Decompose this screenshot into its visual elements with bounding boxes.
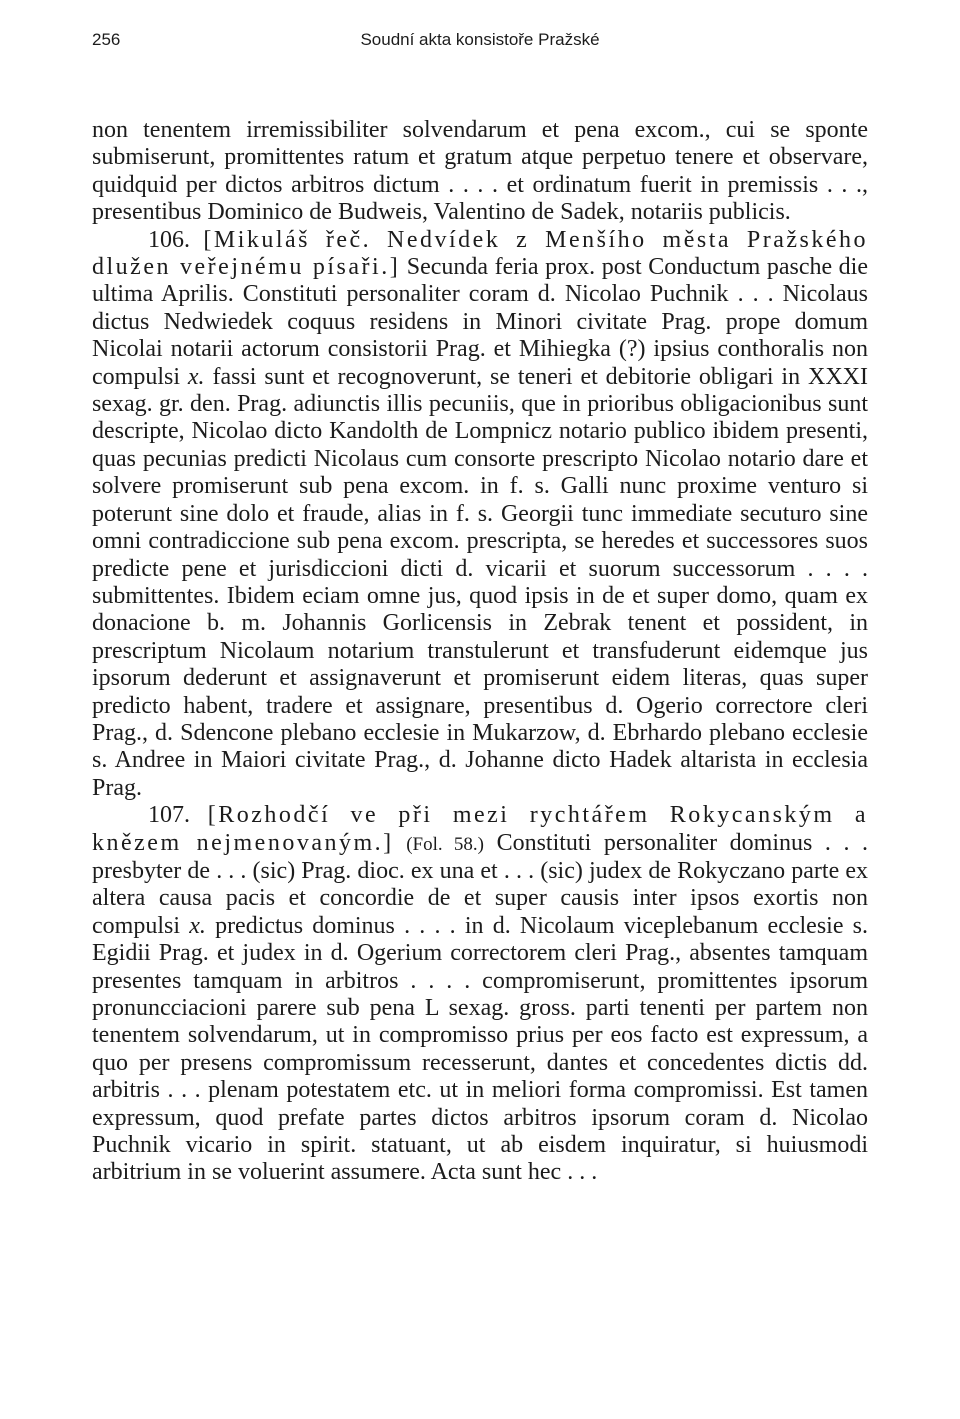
entry-heading: [Mikuláš řeč. Nedvídek z Menšího města Pražského dlužen veřejnému písaři.] — [92, 226, 869, 281]
document-page — [92, 28, 868, 1187]
entry-text-continued: fassi sunt et recognoverunt, se teneri et debitorie obligari in XXXI sexag. gr. den. Prag. adiunctis illis pecuniis, que in prioribus obligacionibus sunt descripte, Nicolao dicto Kandolth de Lompnicz notario publico ibidem presenti, quas pecunias predicti Nicolaus cum consorte prescripto Nicolao notario dare et solvere promiserunt sub pena excom. in f. s. Galli nunc proxime venturo si poterunt sine dolo et fraude, alias in f. s. Georgii tunc immediate secuturo sine omni contradiccione sub pena excom. prescripta, se heredes et successores suos predicte pene et jurisdiccioni dicti d. vicarii et suorum successorum . . . . submittentes. Ibidem eciam omne jus, quod ipsis in de et super domo, quam ex donacione b. m. Johannis Gorlicensis in Zebrak tenent et possident, in prescriptum Nicolaum notarium transtulerunt et transfuderunt eidemque jus ipsorum dederunt et assignaverunt et promiserunt eidem literas, quas super predicto habent, tradere et assignare, presentibus d. Ogerio correctore cleri Prag., d. Sdencone plebano ecclesie in Mukarzow, d. Ebrhardo plebano ecclesie s. Andree in Maiori civitate Prag., d. Johanne dicto Hadek altarista in ecclesia Prag. — [92, 363, 868, 801]
entry-text: Constituti personaliter dominus . . . presbyter de . . . (sic) Prag. dioc. ex una et . . . (sic) judex de Rokyczano parte ex altera causa pacis et concordie de et super causis inter ipsos exortis non compulsi — [92, 829, 869, 939]
entry-number: 107. — [148, 802, 190, 829]
folio-reference: (Fol. 58.) — [406, 833, 485, 855]
paragraph-text: non tenentem irremissibiliter solvendarum et pena excom., cui se sponte submiserunt, promittentes ratum et gratum atque perpetuo tenere et observare, quidquid per dictos arbitros dictum . . . . et ordinatum fuerit in premissis . . ., presentibus Dominico de Budweis, Valentino de Sadek, notariis publicis. — [92, 117, 868, 226]
document-body — [92, 117, 868, 1187]
entry-heading: [Rozhodčí ve při mezi rychtářem Rokycanským a knězem nejmenovaným.] — [92, 802, 868, 856]
entry-106 — [92, 227, 868, 803]
entry-number: 106. — [148, 226, 190, 253]
page-header — [92, 28, 868, 60]
entry-mark: x. — [187, 363, 205, 390]
entry-text-continued: predictus dominus . . . . in d. Nicolaum viceplebanum ecclesie s. Egidii Prag. et judex in d. Ogerium correctorem cleri Prag., absentes tamquam presentes tamquam in arbitros . . . . compromiserunt, promittentes ipsorum pronuncciacioni parere sub pena L sexag. gross. parti tenenti per partem non tenentem solvendarum, ut in compromisso prius per eos facto est expressum, a quo per presens compromissum recesserunt, dantes et concedentes dictis dd. arbitris . . . plenam potestatem etc. ut in meliori forma compromissi. Est tamen expressum, quod prefate partes dictos arbitros ipsorum coram d. Nicolao Puchnik vicario in spirit. statuant, ut ab eisdem inquiratur, si huiusmodi arbitrium in se voluerint assumere. Acta sunt hec . . . — [92, 912, 869, 1186]
page-number: 256 — [92, 30, 121, 49]
entry-107 — [92, 802, 868, 1187]
entry-text: Secunda feria prox. post Conductum pasche die ultima Aprilis. Constituti personaliter coram d. Nicolao Puchnik . . . Nicolaus dictus Nedwiedek coquus residens in Minori civitate Prag. prope domum Nicolai notarii actorum consistorii Prag. et Mihiegka (?) ipsius conthoralis non compulsi — [92, 254, 869, 390]
running-title: Soudní akta konsistoře Pražské — [360, 30, 600, 49]
paragraph-continuation — [92, 117, 868, 227]
entry-mark: x. — [189, 912, 206, 939]
